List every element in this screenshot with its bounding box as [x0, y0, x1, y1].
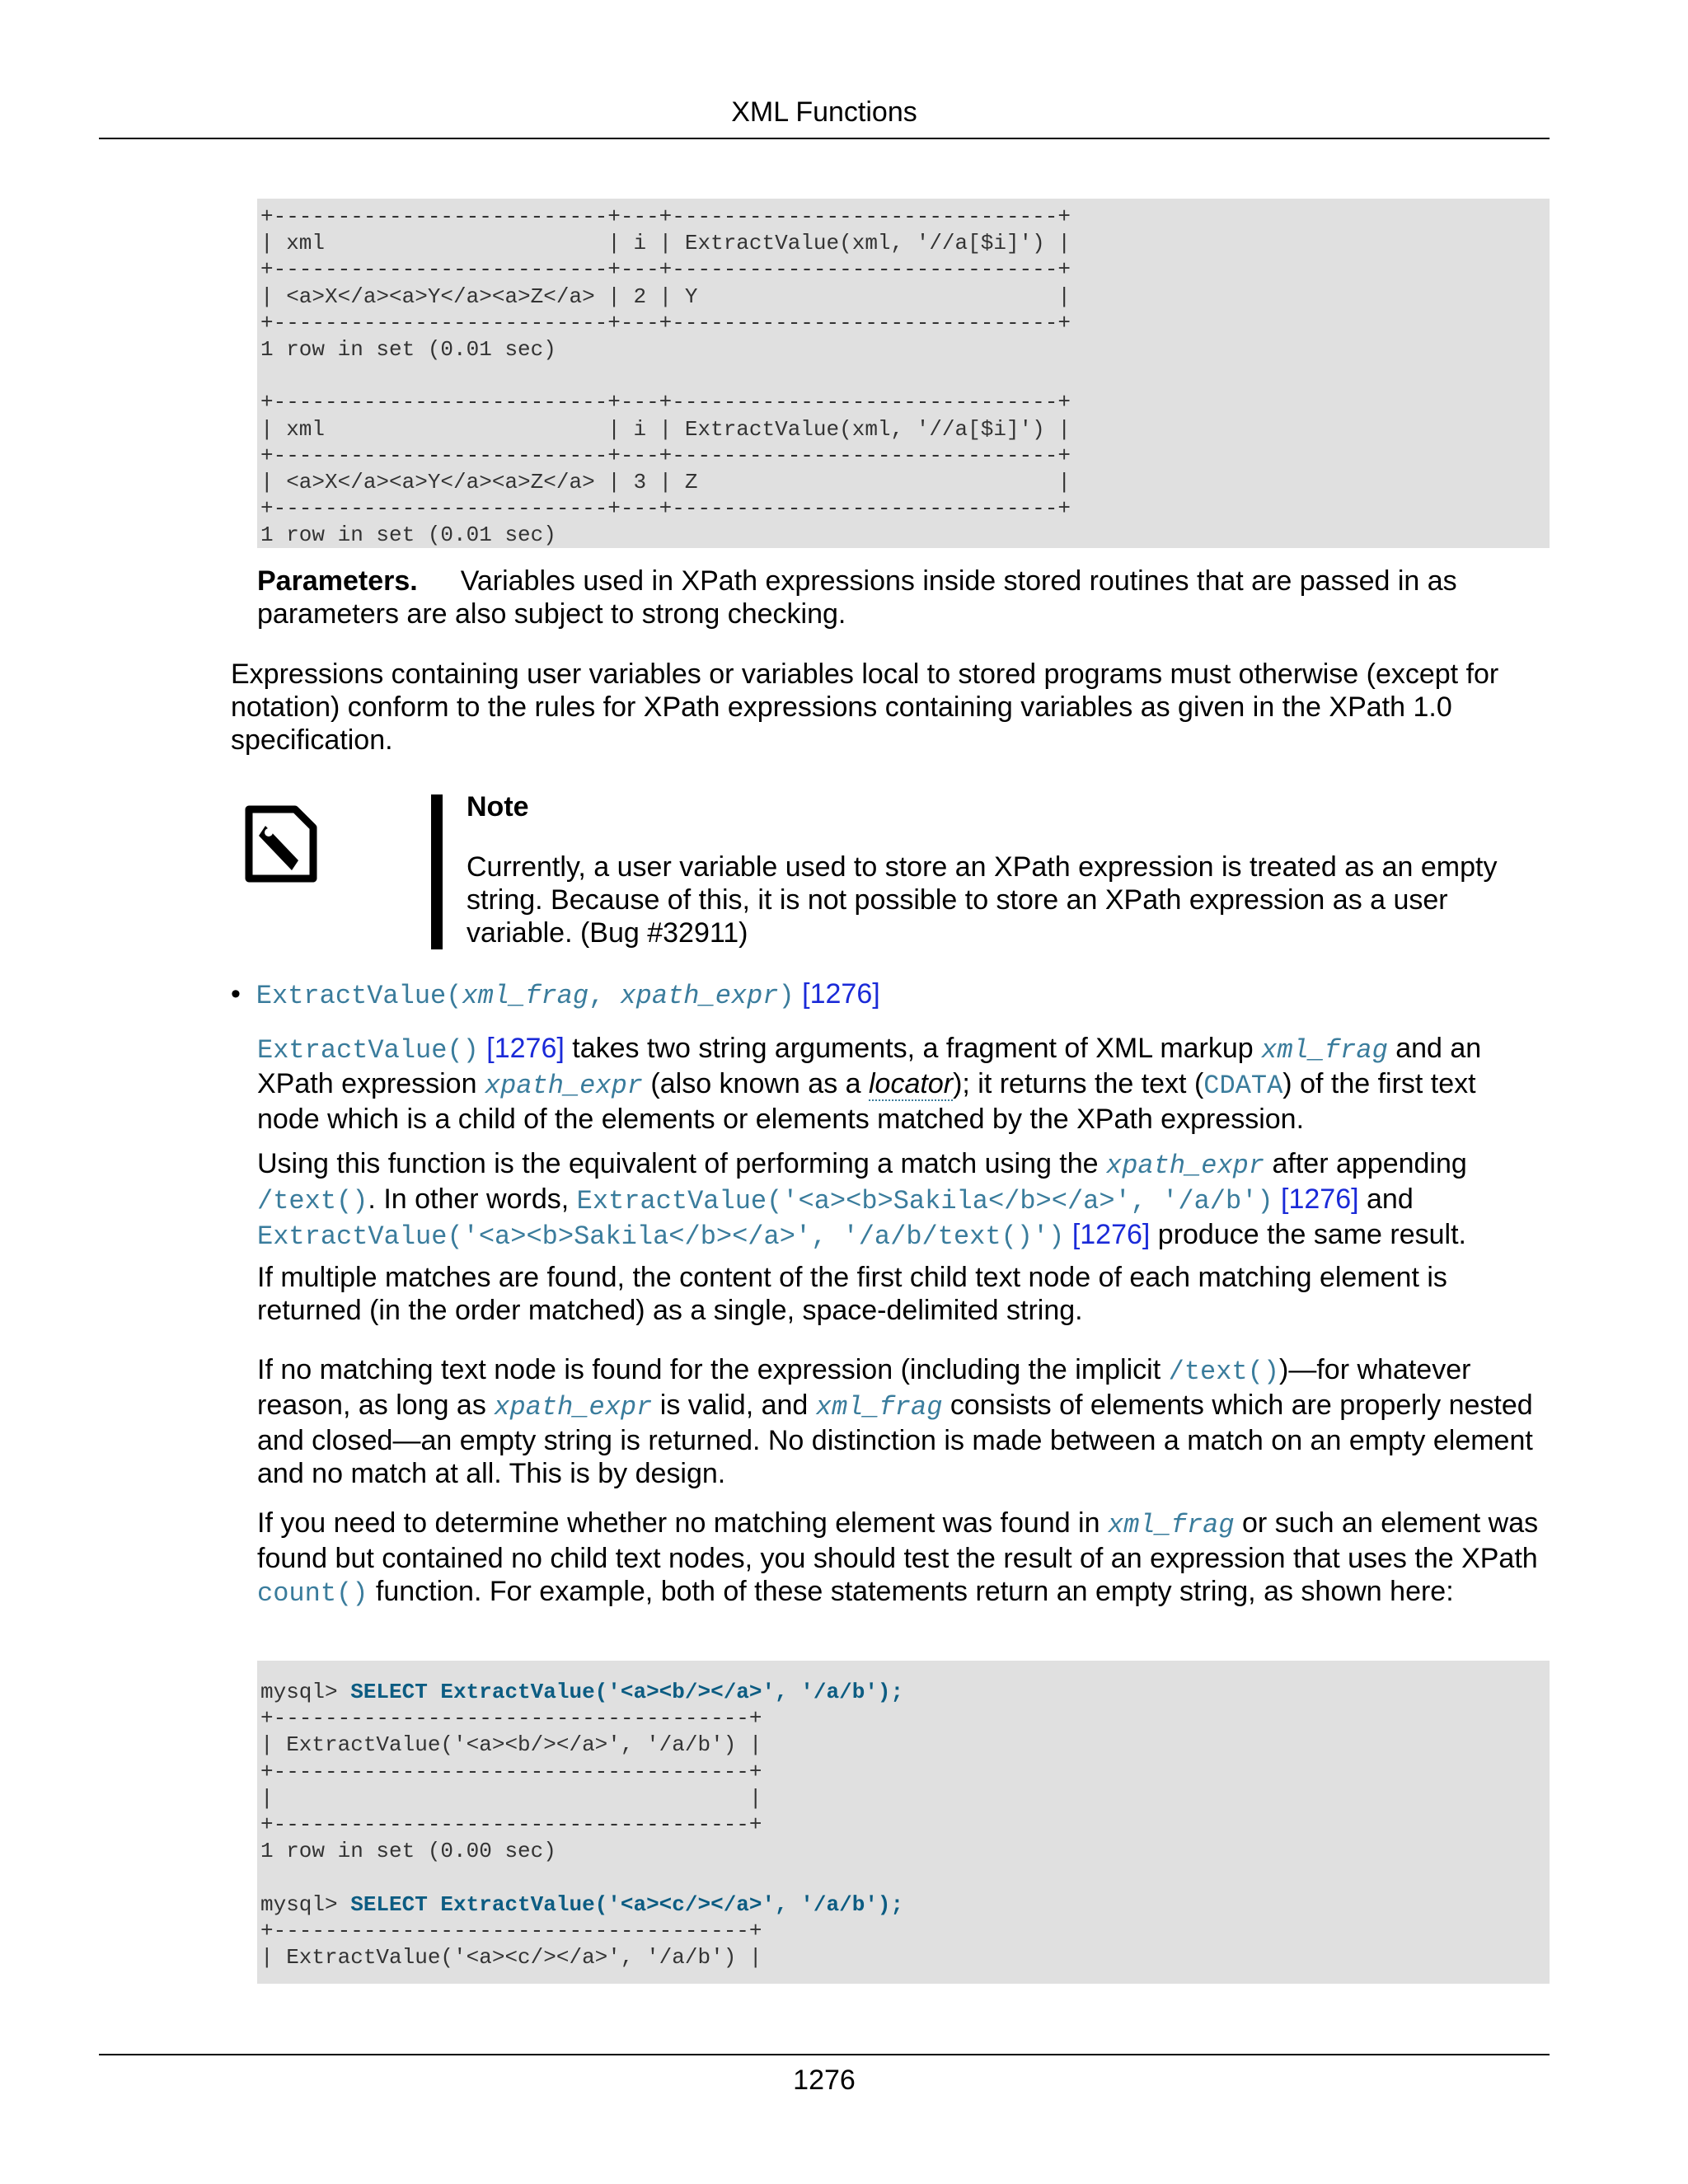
- text-run: ) of the first text node which is a child of the elements or elements matched by the XPath expression.: [257, 1068, 1476, 1135]
- expressions-paragraph: Expressions containing user variables or variables local to stored programs must otherwise (except for notation) conform to the rules for XPath expressions containing variables as given in the XPath 1.0 specification.: [231, 658, 1499, 756]
- text-run: ); it returns the text (: [953, 1068, 1204, 1099]
- arg-xpath-expr[interactable]: xpath_expr: [620, 981, 779, 1011]
- code-block-examples: [257, 1661, 1550, 1984]
- text-run: after appending: [1264, 1148, 1467, 1179]
- header-rule: [99, 138, 1550, 139]
- arg-xml-frag: xml_frag: [1261, 1035, 1388, 1066]
- count-paragraph: [257, 1507, 1551, 1610]
- page-ref-link[interactable]: [1276]: [1281, 1183, 1359, 1215]
- note-title: Note: [467, 791, 529, 823]
- page-ref-link[interactable]: [1276]: [1071, 1219, 1151, 1250]
- page-header: XML Functions: [731, 96, 917, 128]
- description-paragraph: [257, 1032, 1543, 1136]
- arg-xml-frag: xml_frag: [815, 1392, 943, 1422]
- mysql-prompt: mysql>: [260, 1891, 351, 1917]
- sql-command: SELECT ExtractValue('<a><b/></a>', '/a/b');: [350, 1680, 904, 1704]
- page-ref-link[interactable]: [1276]: [486, 1033, 565, 1064]
- note-icon: [244, 803, 318, 885]
- sql-command: SELECT ExtractValue('<a><c/></a>', '/a/b');: [350, 1891, 904, 1917]
- text-run: produce the same result.: [1150, 1219, 1466, 1250]
- function-name-link[interactable]: ExtractValue(: [256, 981, 462, 1011]
- parameters-paragraph: [257, 565, 1543, 630]
- text-function-code: /text(): [257, 1186, 368, 1216]
- note-bar: [431, 794, 443, 949]
- text-run: and: [1358, 1183, 1414, 1215]
- page-ref-link[interactable]: [1276]: [802, 978, 880, 1010]
- multiple-matches-paragraph: If multiple matches are found, the content of the first child text node of each matching element is returned (in the order matched) as a single, space-delimited string.: [257, 1262, 1447, 1326]
- note-text: Currently, a user variable used to store an XPath expression is treated as an empty string. Because of this, it is not possible to store an XPath expression as a user variable. (Bug #32911): [467, 851, 1498, 949]
- text-run: (also known as a: [642, 1068, 869, 1099]
- text-run: Using this function is the equivalent of performing a match using the: [257, 1148, 1107, 1179]
- result-table: +-------------------------------------+ | ExtractValue('<a><c/></a>', '/a/b') |: [260, 1918, 762, 1971]
- text-run: If you need to determine whether no matching element was found in: [257, 1507, 1108, 1539]
- code-text: [260, 1679, 1550, 1971]
- text-run: takes two string arguments, a fragment of XML markup: [564, 1033, 1262, 1064]
- code-block-results: [257, 199, 1550, 548]
- arg-xml-frag: xml_frag: [1107, 1510, 1235, 1540]
- no-match-paragraph: [257, 1353, 1543, 1490]
- text-run: and an XPath expression: [257, 1033, 1482, 1099]
- page-number: 1276: [793, 2064, 856, 2096]
- example-call-link[interactable]: ExtractValue('<a><b>Sakila</b></a>', '/a/b'): [576, 1186, 1273, 1216]
- locator-term-link[interactable]: locator: [869, 1068, 954, 1099]
- parameters-text: Variables used in XPath expressions inside stored routines that are passed in as parameters are also subject to strong checking.: [257, 565, 1457, 630]
- arg-separator: ,: [588, 981, 621, 1011]
- equivalence-paragraph: [257, 1147, 1543, 1254]
- footer-rule: [99, 2054, 1550, 2055]
- arg-xpath-expr: xpath_expr: [484, 1071, 643, 1101]
- count-function-code: count(): [257, 1578, 368, 1609]
- text-function-code: /text(): [1168, 1357, 1280, 1387]
- arg-close: ): [778, 981, 795, 1011]
- text-run: )—for whatever reason, as long as: [257, 1354, 1471, 1421]
- bullet-marker: •: [231, 978, 256, 1010]
- extractvalue-link[interactable]: ExtractValue(): [257, 1035, 479, 1066]
- function-bullet: [231, 977, 880, 1013]
- arg-xpath-expr: xpath_expr: [494, 1392, 653, 1422]
- code-text: +--------------------------+---+------------------------------+ | xml | i | ExtractValue(xml, '//a[$i]') | +--------------------------+---+------------------------------+ | <a>X</a><a>Y</a><a>Z</a> | 2 | Y | +--------------------------+---+------------------------------+ 1 row in set (0.01 sec) +--------------------------+---+------------------------------+ | xml | i | ExtractValue(xml, '//a[$i]') | +--------------------------+---+------------------------------+ | <a>X</a><a>Y</a><a>Z</a> | 3 | Z | +--------------------------+---+------------------------------+ 1 row in set (0.01 sec): [260, 204, 1071, 548]
- arg-xpath-expr: xpath_expr: [1106, 1151, 1265, 1181]
- text-run: . In other words,: [368, 1183, 577, 1215]
- cdata-code: CDATA: [1203, 1071, 1283, 1101]
- mysql-prompt: mysql>: [260, 1680, 351, 1704]
- text-run: or such an element was found but contained no child text nodes, you should test the result of an expression that uses the XPath: [257, 1507, 1539, 1574]
- arg-xml-frag[interactable]: xml_frag: [462, 981, 589, 1011]
- text-run: If no matching text node is found for the expression (including the implicit: [257, 1354, 1169, 1385]
- text-run: function. For example, both of these statements return an empty string, as shown here:: [368, 1576, 1454, 1607]
- example-call-link[interactable]: ExtractValue('<a><b>Sakila</b></a>', '/a/b/text()'): [257, 1221, 1065, 1252]
- text-run: consists of elements which are properly nested and closed—an empty string is returned. No distinction is made between a match on an empty element and no match at all. This is by design.: [257, 1390, 1533, 1489]
- parameters-label: Parameters.: [257, 565, 418, 597]
- result-table: +-------------------------------------+ | ExtractValue('<a><b/></a>', '/a/b') | +-------------------------------------+ | | +-------------------------------------+ 1 row in set (0.00 sec): [260, 1706, 762, 1864]
- text-run: is valid, and: [652, 1390, 816, 1421]
